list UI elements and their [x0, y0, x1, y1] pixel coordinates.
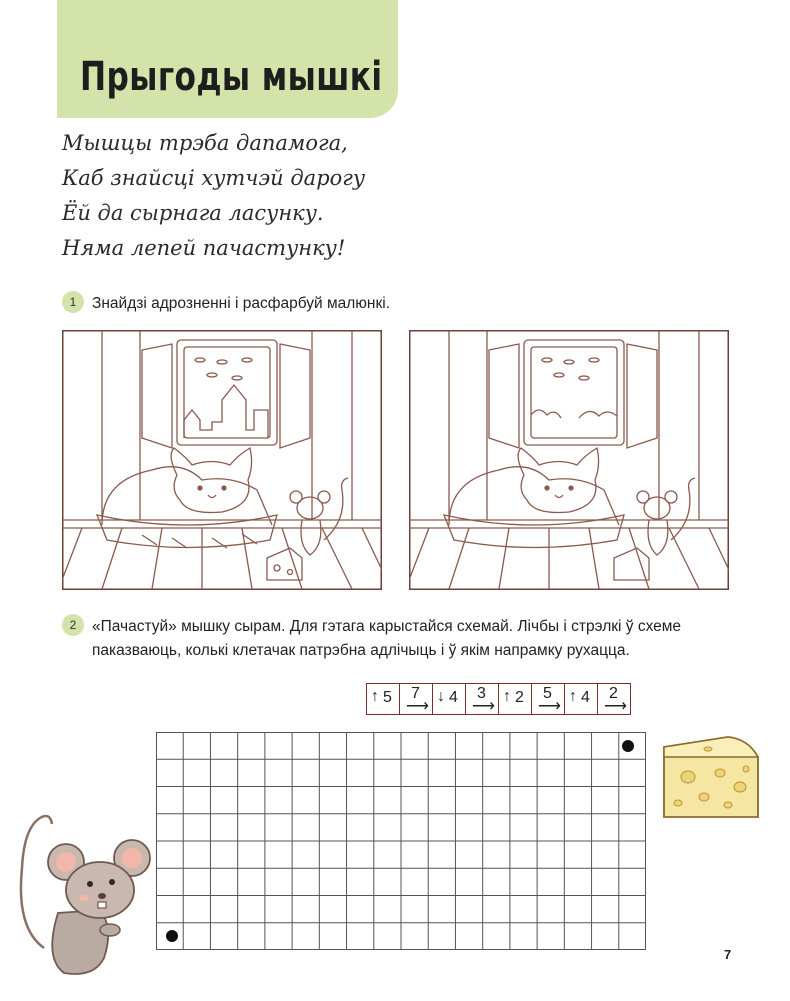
arrow-down-icon: ↓	[437, 688, 445, 705]
scheme-step	[499, 684, 532, 714]
task-number-badge: 1	[62, 291, 84, 313]
picture-left[interactable]	[62, 330, 382, 590]
poem-line: Няма лепей пачастунку!	[62, 236, 346, 260]
poem-line: Каб знайсці хутчэй дарогу	[62, 166, 366, 190]
task-instruction: Знайдзі адрозненні і расфарбуй малюнкі.	[92, 295, 391, 312]
step-count: 4	[581, 689, 590, 706]
step-count: 2	[515, 689, 524, 706]
mouse-icon	[14, 808, 154, 978]
page-number: 7	[724, 947, 732, 962]
scheme-step	[466, 684, 499, 714]
poem	[62, 126, 365, 266]
start-dot	[166, 930, 178, 942]
arrow-up-icon: ↑	[371, 688, 379, 705]
cheese-icon	[658, 733, 762, 823]
poem-line: Ёй да сырнага ласунку.	[62, 201, 324, 225]
arrow-right-icon: ⟶	[604, 698, 627, 715]
arrow-right-icon: ⟶	[538, 698, 561, 715]
scheme-step	[400, 684, 433, 714]
poem-line: Мышцы трэба дапамога,	[62, 131, 348, 155]
arrow-right-icon: ⟶	[406, 698, 429, 715]
end-dot	[622, 740, 634, 752]
step-count: 7	[411, 685, 420, 702]
picture-right[interactable]	[409, 330, 729, 590]
arrow-up-icon: ↑	[503, 688, 511, 705]
scheme-step	[367, 684, 400, 714]
step-count: 5	[383, 689, 392, 706]
page-title: Прыгоды мышкі	[80, 54, 383, 100]
task-instruction: «Пачастуй» мышку сырам. Для гэтага карыстайся схемай. Лічбы і стрэлкі ў схеме паказваюць, колькі клетачак патрэбна адлічыць і ў якім напрамку рухацца.	[92, 618, 682, 659]
scheme-step	[433, 684, 466, 714]
step-count: 4	[449, 689, 458, 706]
task-number-badge: 2	[62, 614, 84, 636]
scheme-step	[565, 684, 598, 714]
path-grid[interactable]	[156, 732, 646, 950]
scheme-step	[598, 684, 630, 714]
arrow-right-icon: ⟶	[472, 698, 495, 715]
arrow-up-icon: ↑	[569, 688, 577, 705]
step-count: 3	[477, 685, 486, 702]
direction-scheme	[366, 683, 631, 715]
step-count: 2	[609, 685, 618, 702]
scheme-step	[532, 684, 565, 714]
step-count: 5	[543, 685, 552, 702]
